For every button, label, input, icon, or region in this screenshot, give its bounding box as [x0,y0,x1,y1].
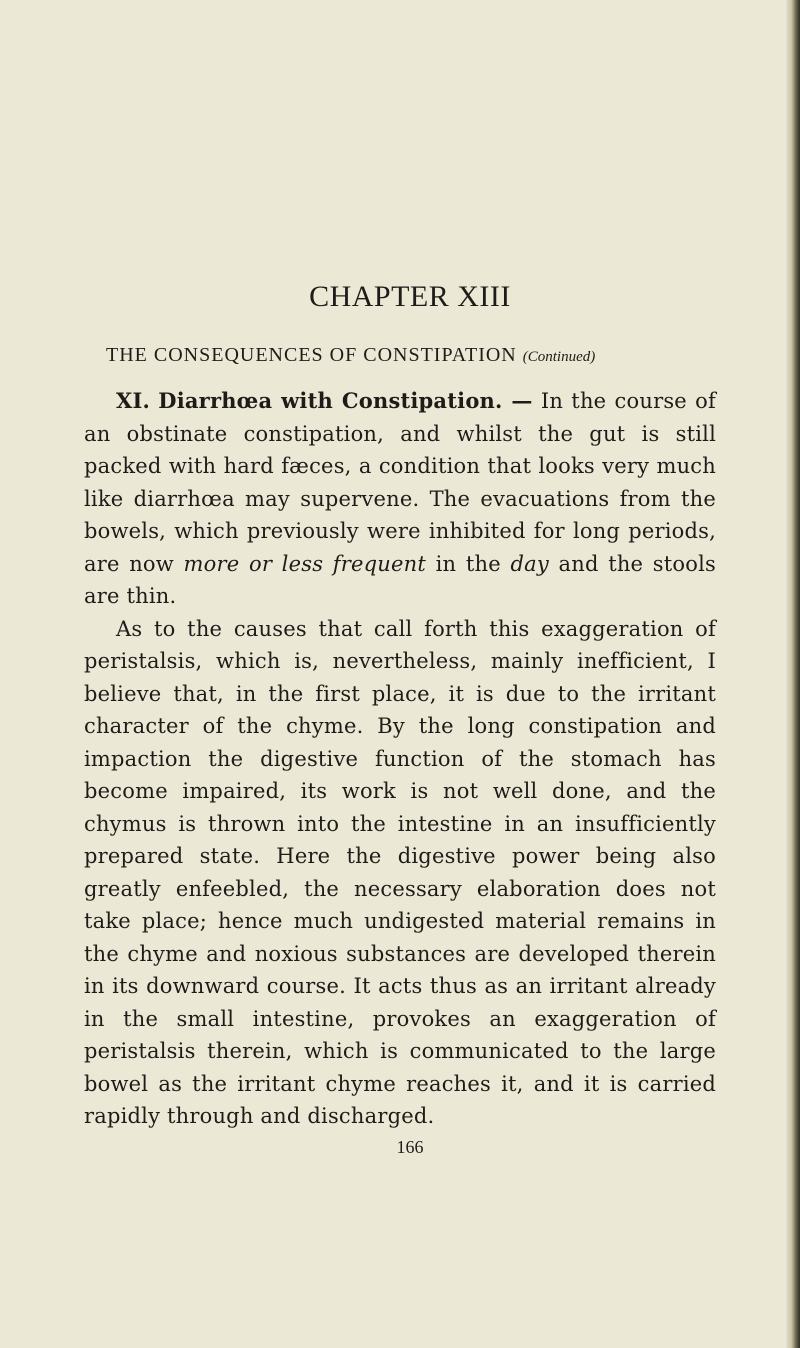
chapter-subtitle-note: (Continued) [522,349,596,365]
chapter-subtitle [84,344,716,367]
paragraph-causes: As to the causes that call forth this exaggeration of peristalsis, which is, nevertheless, mainly inefficient, I believe that, in the first place, it is due to the irritant character of the chyme. By the long constipation and impaction the digestive function of the stomach has become impaired, its work is not well done, and the chymus is thrown into the intestine in an insufficiently prepared state. Here the digestive power being also greatly enfeebled, the necessary elaboration does not take place; hence much undigested material remains in the chyme and noxious substances are developed therein in its downward course. It acts thus as an irritant already in the small intestine, provokes an exaggeration of peristalsis therein, which is communicated to the large bowel as the irritant chyme reaches it, and it is carried rapidly through and discharged. [84,616,716,1128]
book-page [84,280,716,1158]
chapter-title: CHAPTER XIII [309,280,511,313]
paragraph-text-3: and the stools are thin. [84,551,716,608]
page-number: 166 [396,1136,424,1157]
section-number: XI. [116,388,151,413]
paragraph-italic-2: day [510,551,549,576]
page-edge-shadow [786,0,800,1348]
paragraph-italic-1: more or less frequent [183,551,426,576]
paragraph-diarrhoea [84,385,716,613]
section-heading: Diarrhœa with Constipation. — [158,388,533,413]
chapter-subtitle-text: THE CONSEQUENCES OF CONSTIPATION [106,344,517,366]
paragraph-text-1: In the course of an obstinate constipation, and whilst the gut is still packed with hard fæces, a condition that looks very much like diarrhœa may supervene. The evacuations from the bowels, which previously were inhibited for long periods, are now [84,389,716,576]
paragraph-text-2: in the [425,551,511,576]
